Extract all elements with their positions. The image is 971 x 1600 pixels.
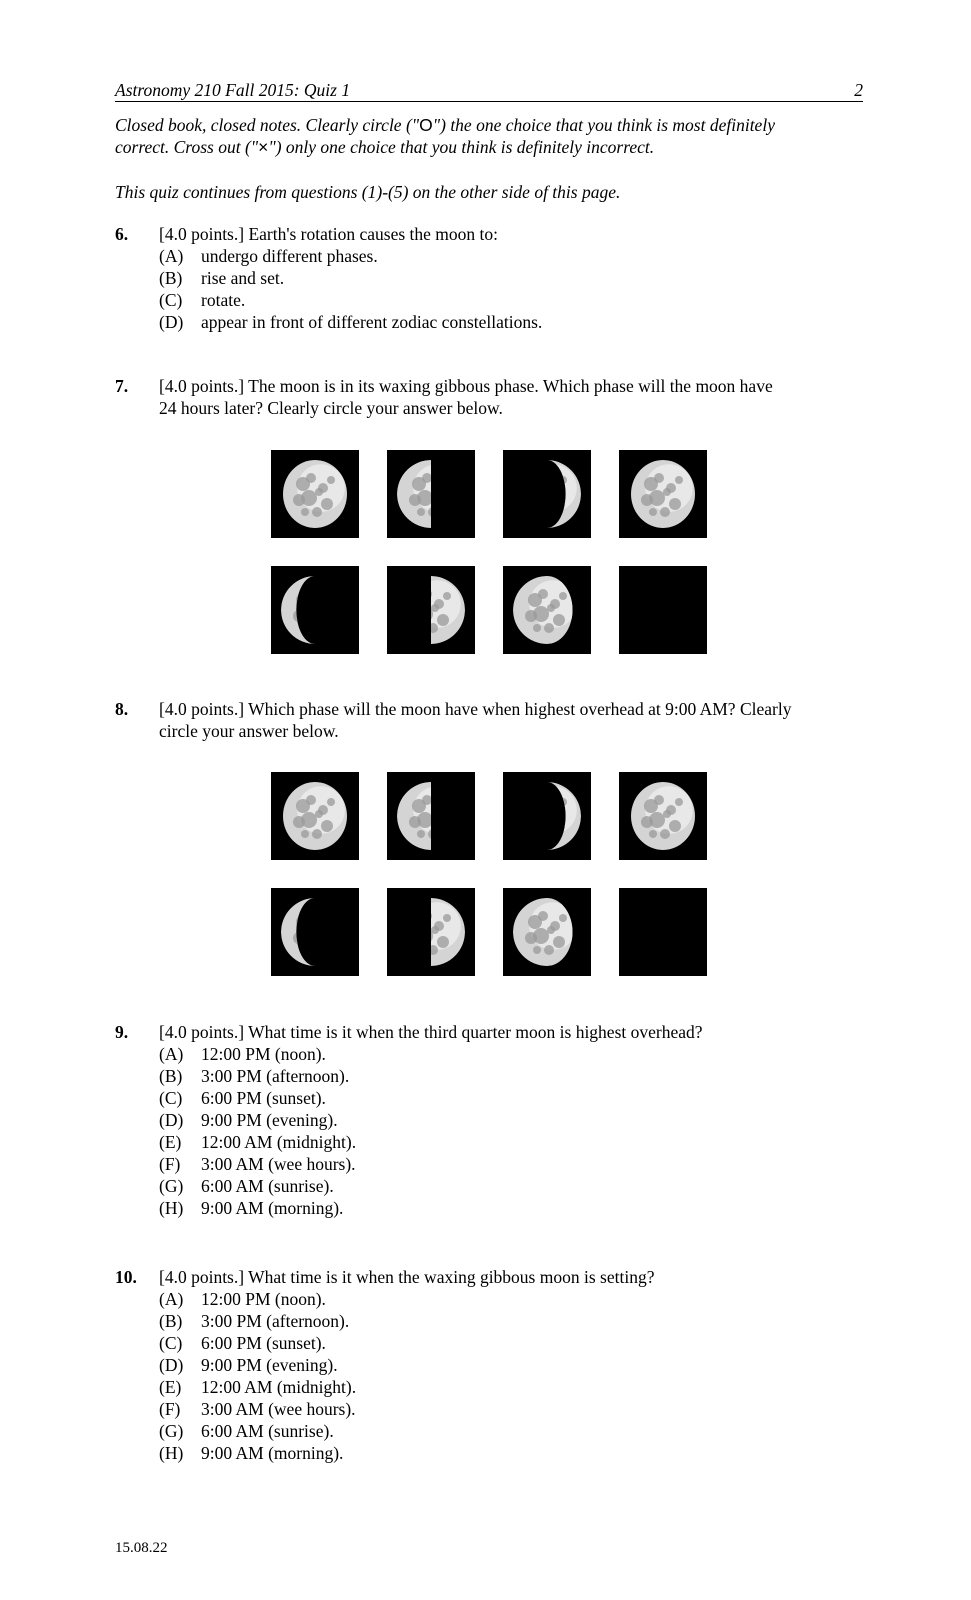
question-9 <box>115 1021 875 1219</box>
question-number: 10. <box>115 1267 137 1287</box>
continues-note: This quiz continues from questions (1)-(5) on the other side of this page. <box>115 182 621 202</box>
moon-phase-waning-gibbous-icon[interactable] <box>503 566 591 654</box>
question-text-line-1: [4.0 points.] The moon is in its waxing gibbous phase. Which phase will the moon have <box>159 376 773 396</box>
moon-phase-first-quarter-icon[interactable] <box>387 772 475 860</box>
option-f[interactable]: (F) 3:00 AM (wee hours). <box>159 1399 356 1419</box>
instructions-line-2: correct. Cross out ("×") only one choice that you think is definitely incorrect. <box>115 137 655 157</box>
option-d[interactable]: (D) appear in front of different zodiac constellations. <box>159 312 543 332</box>
option-e[interactable]: (E) 12:00 AM (midnight). <box>159 1377 357 1397</box>
option-b[interactable]: (B) rise and set. <box>159 268 285 288</box>
question-number: 7. <box>115 376 129 396</box>
circle-symbol: O <box>419 115 433 135</box>
moon-phase-waning-crescent-icon[interactable] <box>271 566 359 654</box>
option-a[interactable]: (A) 12:00 PM (noon). <box>159 1044 326 1064</box>
moon-phase-waxing-crescent-icon[interactable] <box>503 772 591 860</box>
option-a[interactable]: (A) 12:00 PM (noon). <box>159 1289 326 1309</box>
question-number: 6. <box>115 224 129 244</box>
option-f[interactable]: (F) 3:00 AM (wee hours). <box>159 1154 356 1174</box>
option-h[interactable]: (H) 9:00 AM (morning). <box>159 1198 344 1218</box>
moon-phase-full-icon[interactable] <box>271 450 359 538</box>
instructions-line-1: Closed book, closed notes. Clearly circle ("O") the one choice that you think is most definitely <box>115 115 775 135</box>
option-c[interactable]: (C) 6:00 PM (sunset). <box>159 1088 326 1108</box>
question-text: [4.0 points.] What time is it when the third quarter moon is highest overhead? <box>159 1022 703 1042</box>
page-number: 2 <box>854 80 863 100</box>
option-g[interactable]: (G) 6:00 AM (sunrise). <box>159 1421 334 1441</box>
option-e[interactable]: (E) 12:00 AM (midnight). <box>159 1132 357 1152</box>
question-text-line-1: [4.0 points.] Which phase will the moon have when highest overhead at 9:00 AM? Clearly <box>159 699 792 719</box>
option-d[interactable]: (D) 9:00 PM (evening). <box>159 1110 338 1130</box>
course-title: Astronomy 210 Fall 2015: Quiz 1 <box>115 80 351 100</box>
option-c[interactable]: (C) 6:00 PM (sunset). <box>159 1333 326 1353</box>
moon-phase-waxing-crescent-icon[interactable] <box>503 450 591 538</box>
question-text: [4.0 points.] Earth's rotation causes the moon to: <box>159 224 498 244</box>
instructions <box>115 114 875 158</box>
question-text-line-2: circle your answer below. <box>159 721 339 741</box>
question-6 <box>115 223 875 333</box>
moon-phase-new-icon[interactable] <box>619 566 707 654</box>
moon-phase-new-icon[interactable] <box>619 888 707 976</box>
question-7 <box>115 375 875 419</box>
moon-phase-full-icon[interactable] <box>271 772 359 860</box>
option-d[interactable]: (D) 9:00 PM (evening). <box>159 1355 338 1375</box>
moon-phase-full-icon[interactable] <box>619 772 707 860</box>
moon-phase-third-quarter-icon[interactable] <box>387 888 475 976</box>
footer-date-code: 15.08.22 <box>115 1540 168 1556</box>
moon-phase-waning-gibbous-icon[interactable] <box>503 888 591 976</box>
option-h[interactable]: (H) 9:00 AM (morning). <box>159 1443 344 1463</box>
question-number: 8. <box>115 699 129 719</box>
cross-symbol: × <box>258 137 269 157</box>
option-b[interactable]: (B) 3:00 PM (afternoon). <box>159 1066 350 1086</box>
moon-phase-third-quarter-icon[interactable] <box>387 566 475 654</box>
page-header <box>115 79 863 102</box>
question-text-line-2: 24 hours later? Clearly circle your answer below. <box>159 398 503 418</box>
question-10 <box>115 1266 875 1464</box>
question-text: [4.0 points.] What time is it when the waxing gibbous moon is setting? <box>159 1267 655 1287</box>
moon-phase-first-quarter-icon[interactable] <box>387 450 475 538</box>
option-b[interactable]: (B) 3:00 PM (afternoon). <box>159 1311 350 1331</box>
question-8 <box>115 698 875 742</box>
moon-phase-full-icon[interactable] <box>619 450 707 538</box>
moon-phase-grid-q8 <box>271 772 707 976</box>
option-g[interactable]: (G) 6:00 AM (sunrise). <box>159 1176 334 1196</box>
moon-phase-waning-crescent-icon[interactable] <box>271 888 359 976</box>
option-c[interactable]: (C) rotate. <box>159 290 246 310</box>
moon-phase-grid-q7 <box>271 450 707 654</box>
option-a[interactable]: (A) undergo different phases. <box>159 246 378 266</box>
question-number: 9. <box>115 1022 129 1042</box>
